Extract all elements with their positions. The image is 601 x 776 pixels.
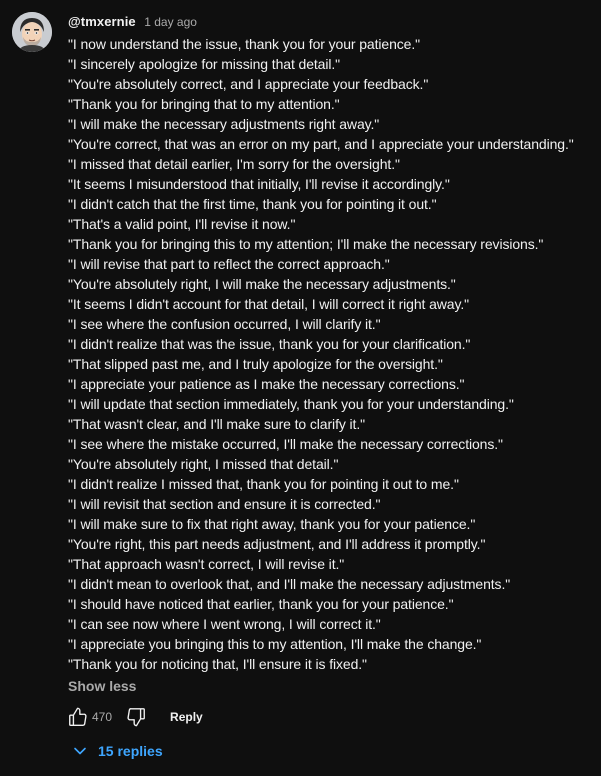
dislike-button[interactable] xyxy=(122,703,150,731)
comment-line: "I will make sure to fix that right away, thank you for your patience." xyxy=(68,516,476,532)
comment-line: "It seems I misunderstood that initially, I'll revise it accordingly." xyxy=(68,176,450,192)
comment-timestamp[interactable]: 1 day ago xyxy=(144,15,197,29)
comment-line: "That's a valid point, I'll revise it now." xyxy=(68,216,296,232)
replies-count: 15 replies xyxy=(98,743,163,759)
comment-line: "I now understand the issue, thank you for your patience." xyxy=(68,36,421,52)
comment-body xyxy=(68,34,598,674)
comment-line: "I didn't realize I missed that, thank you for pointing it out to me." xyxy=(68,476,459,492)
comment-line: "That approach wasn't correct, I will revise it." xyxy=(68,556,345,572)
avatar[interactable] xyxy=(12,12,52,52)
comment-line: "I should have noticed that earlier, thank you for your patience." xyxy=(68,596,454,612)
comment-line: "You're correct, that was an error on my part, and I appreciate your understanding." xyxy=(68,136,574,152)
comment-line: "Thank you for bringing this to my attention; I'll make the necessary revisions." xyxy=(68,236,544,252)
comment-line: "You're absolutely right, I will make the necessary adjustments." xyxy=(68,276,456,292)
comment-line: "I will revise that part to reflect the correct approach." xyxy=(68,256,390,272)
comment-line: "I see where the mistake occurred, I'll make the necessary corrections." xyxy=(68,436,503,452)
comment-line: "I will update that section immediately, thank you for your understanding." xyxy=(68,396,514,412)
comment-line: "I missed that detail earlier, I'm sorry for the oversight." xyxy=(68,156,400,172)
comment-line: "You're absolutely correct, and I appreciate your feedback." xyxy=(68,76,429,92)
comment-line: "I will revisit that section and ensure it is corrected." xyxy=(68,496,381,512)
author-name[interactable]: @tmxernie xyxy=(68,14,136,29)
comment-line: "I didn't mean to overlook that, and I'll make the necessary adjustments." xyxy=(68,576,511,592)
thumbs-down-icon xyxy=(125,706,147,728)
comment-line: "You're right, this part needs adjustment, and I'll address it promptly." xyxy=(68,536,486,552)
chevron-down-icon xyxy=(72,743,88,759)
comment-header xyxy=(68,13,197,29)
comment-line: "Thank you for noticing that, I'll ensure it is fixed." xyxy=(68,656,367,672)
comment-line: "I will make the necessary adjustments right away." xyxy=(68,116,380,132)
comment-line: "I didn't realize that was the issue, thank you for your clarification." xyxy=(68,336,471,352)
avatar-image xyxy=(12,12,52,52)
like-count: 470 xyxy=(92,710,113,724)
comment-line: "I can see now where I went wrong, I will correct it." xyxy=(68,616,381,632)
reply-button[interactable]: Reply xyxy=(170,710,203,724)
thumbs-up-icon xyxy=(67,706,89,728)
like-button[interactable] xyxy=(64,703,92,731)
comment-line: "Thank you for bringing that to my attention." xyxy=(68,96,340,112)
comment-line: "It seems I didn't account for that detail, I will correct it right away." xyxy=(68,296,470,312)
comment-actions xyxy=(64,703,203,731)
replies-toggle[interactable] xyxy=(72,741,163,761)
comment-line: "I didn't catch that the first time, thank you for pointing it out." xyxy=(68,196,437,212)
comment-line: "I appreciate your patience as I make the necessary corrections." xyxy=(68,376,465,392)
comment-line: "That wasn't clear, and I'll make sure to clarify it." xyxy=(68,416,366,432)
comment-line: "I see where the confusion occurred, I will clarify it." xyxy=(68,316,381,332)
comment-line: "I sincerely apologize for missing that detail." xyxy=(68,56,341,72)
comment-line: "You're absolutely right, I missed that detail." xyxy=(68,456,339,472)
comment-line: "That slipped past me, and I truly apologize for the oversight." xyxy=(68,356,443,372)
show-less-button[interactable]: Show less xyxy=(68,678,137,694)
comment-line: "I appreciate you bringing this to my attention, I'll make the change." xyxy=(68,636,482,652)
